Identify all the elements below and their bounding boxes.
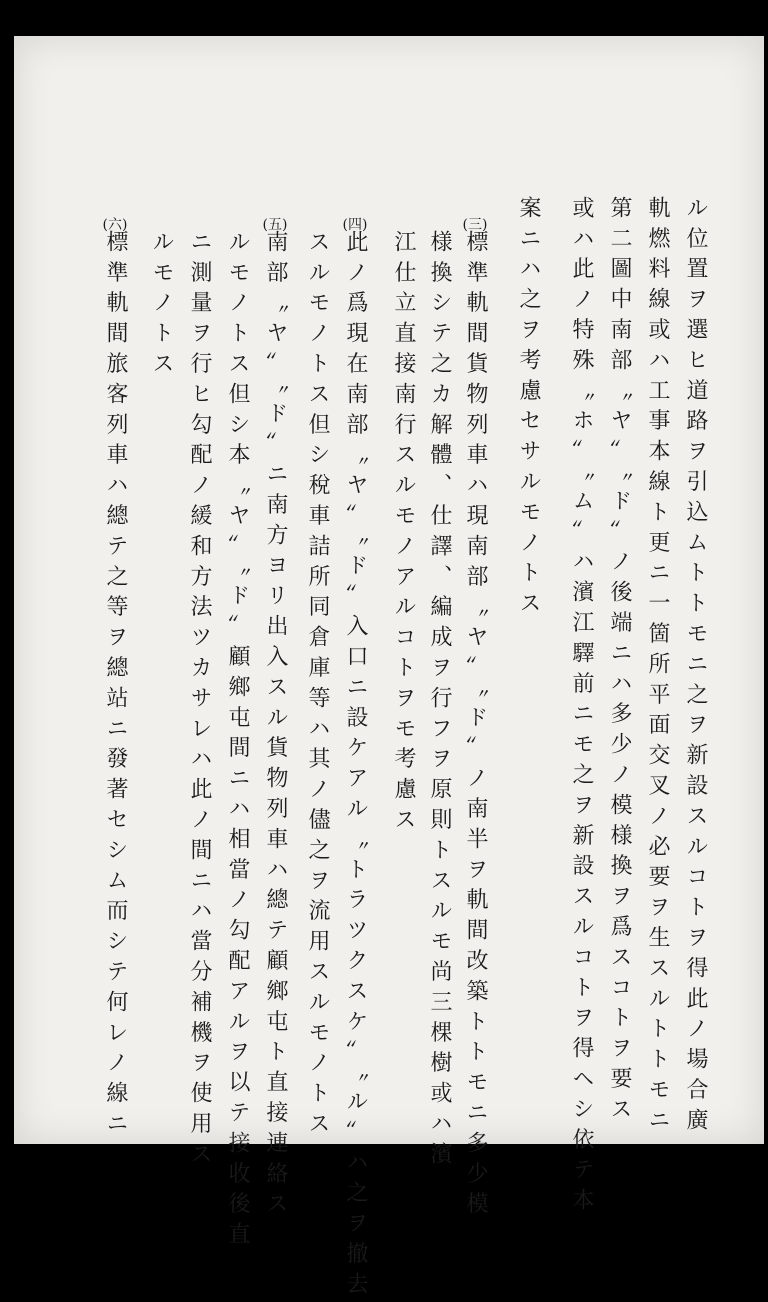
text-column-15: 標準軌間旅客列車ハ總テ之等ヲ總站ニ發著セシム而シテ何レノ線ニ	[103, 230, 128, 1142]
text-column-8: 江仕立直接南行スルモノアルコトヲモ考慮ス	[391, 230, 416, 838]
text-column-1: ル位置ヲ選ヒ道路ヲ引込ムトトモニ之ヲ新設スルコトヲ得此ノ場合廣	[683, 196, 708, 1139]
section-marker-3: (三)	[462, 217, 488, 233]
text-column-6: 標準軌間貨物列車ハ現南部〝ヤ〟〝ド〟ノ南半ヲ軌間改築トトモニ多少模	[463, 230, 488, 1223]
section-marker-5: (五)	[262, 217, 288, 233]
text-column-12: ルモノトス但シ本〝ヤ〟〝ド〟顧鄉屯間ニハ相當ノ勾配アルヲ以テ接收後直	[225, 230, 250, 1253]
text-column-3: 第二圖中南部〝ヤ〟〝ド〟ノ後端ニハ多少ノ模様換ヲ爲スコトヲ要ス	[607, 196, 632, 1128]
document-sheet	[14, 36, 764, 1302]
text-column-11: 南部〝ヤ〟〝ド〟ニ南方ヨリ出入スル貨物列車ハ總テ顧鄉屯ト直接連絡ス	[263, 230, 288, 1223]
text-column-9: 此ノ爲現在南部〝ヤ〟〝ド〟入口ニ設ケアル〝トラツクスケ〟〝ル〟ハ之ヲ撤去	[343, 230, 368, 1302]
section-marker-6: (六)	[102, 217, 128, 233]
text-column-5: 案ニハ之ヲ考慮セサルモノトス	[516, 196, 541, 622]
section-marker-4: (四)	[342, 217, 368, 233]
text-column-14: ルモノトス	[149, 230, 174, 382]
text-column-13: ニ測量ヲ行ヒ勾配ノ緩和方法ツカサレハ此ノ間ニハ當分補機ヲ使用ス	[187, 230, 212, 1173]
text-column-10: スルモノトス但シ稅車詰所同倉庫等ハ其ノ儘之ヲ流用スルモノトス	[305, 230, 330, 1142]
text-column-2: 軌燃料線或ハ工事本線ト更ニ一箇所平面交叉ノ必要ヲ生スルトトモニ	[645, 196, 670, 1139]
text-column-7: 様換シテ之カ解體、仕譯、編成ヲ行フヲ原則トスルモ尚三棵樹或ハ濱	[427, 230, 452, 1173]
text-column-4: 或ハ此ノ特殊〝ホ〟〝ム〟ハ濱江驛前ニモ之ヲ新設スルコトヲ得ヘシ依テ本	[569, 196, 594, 1219]
